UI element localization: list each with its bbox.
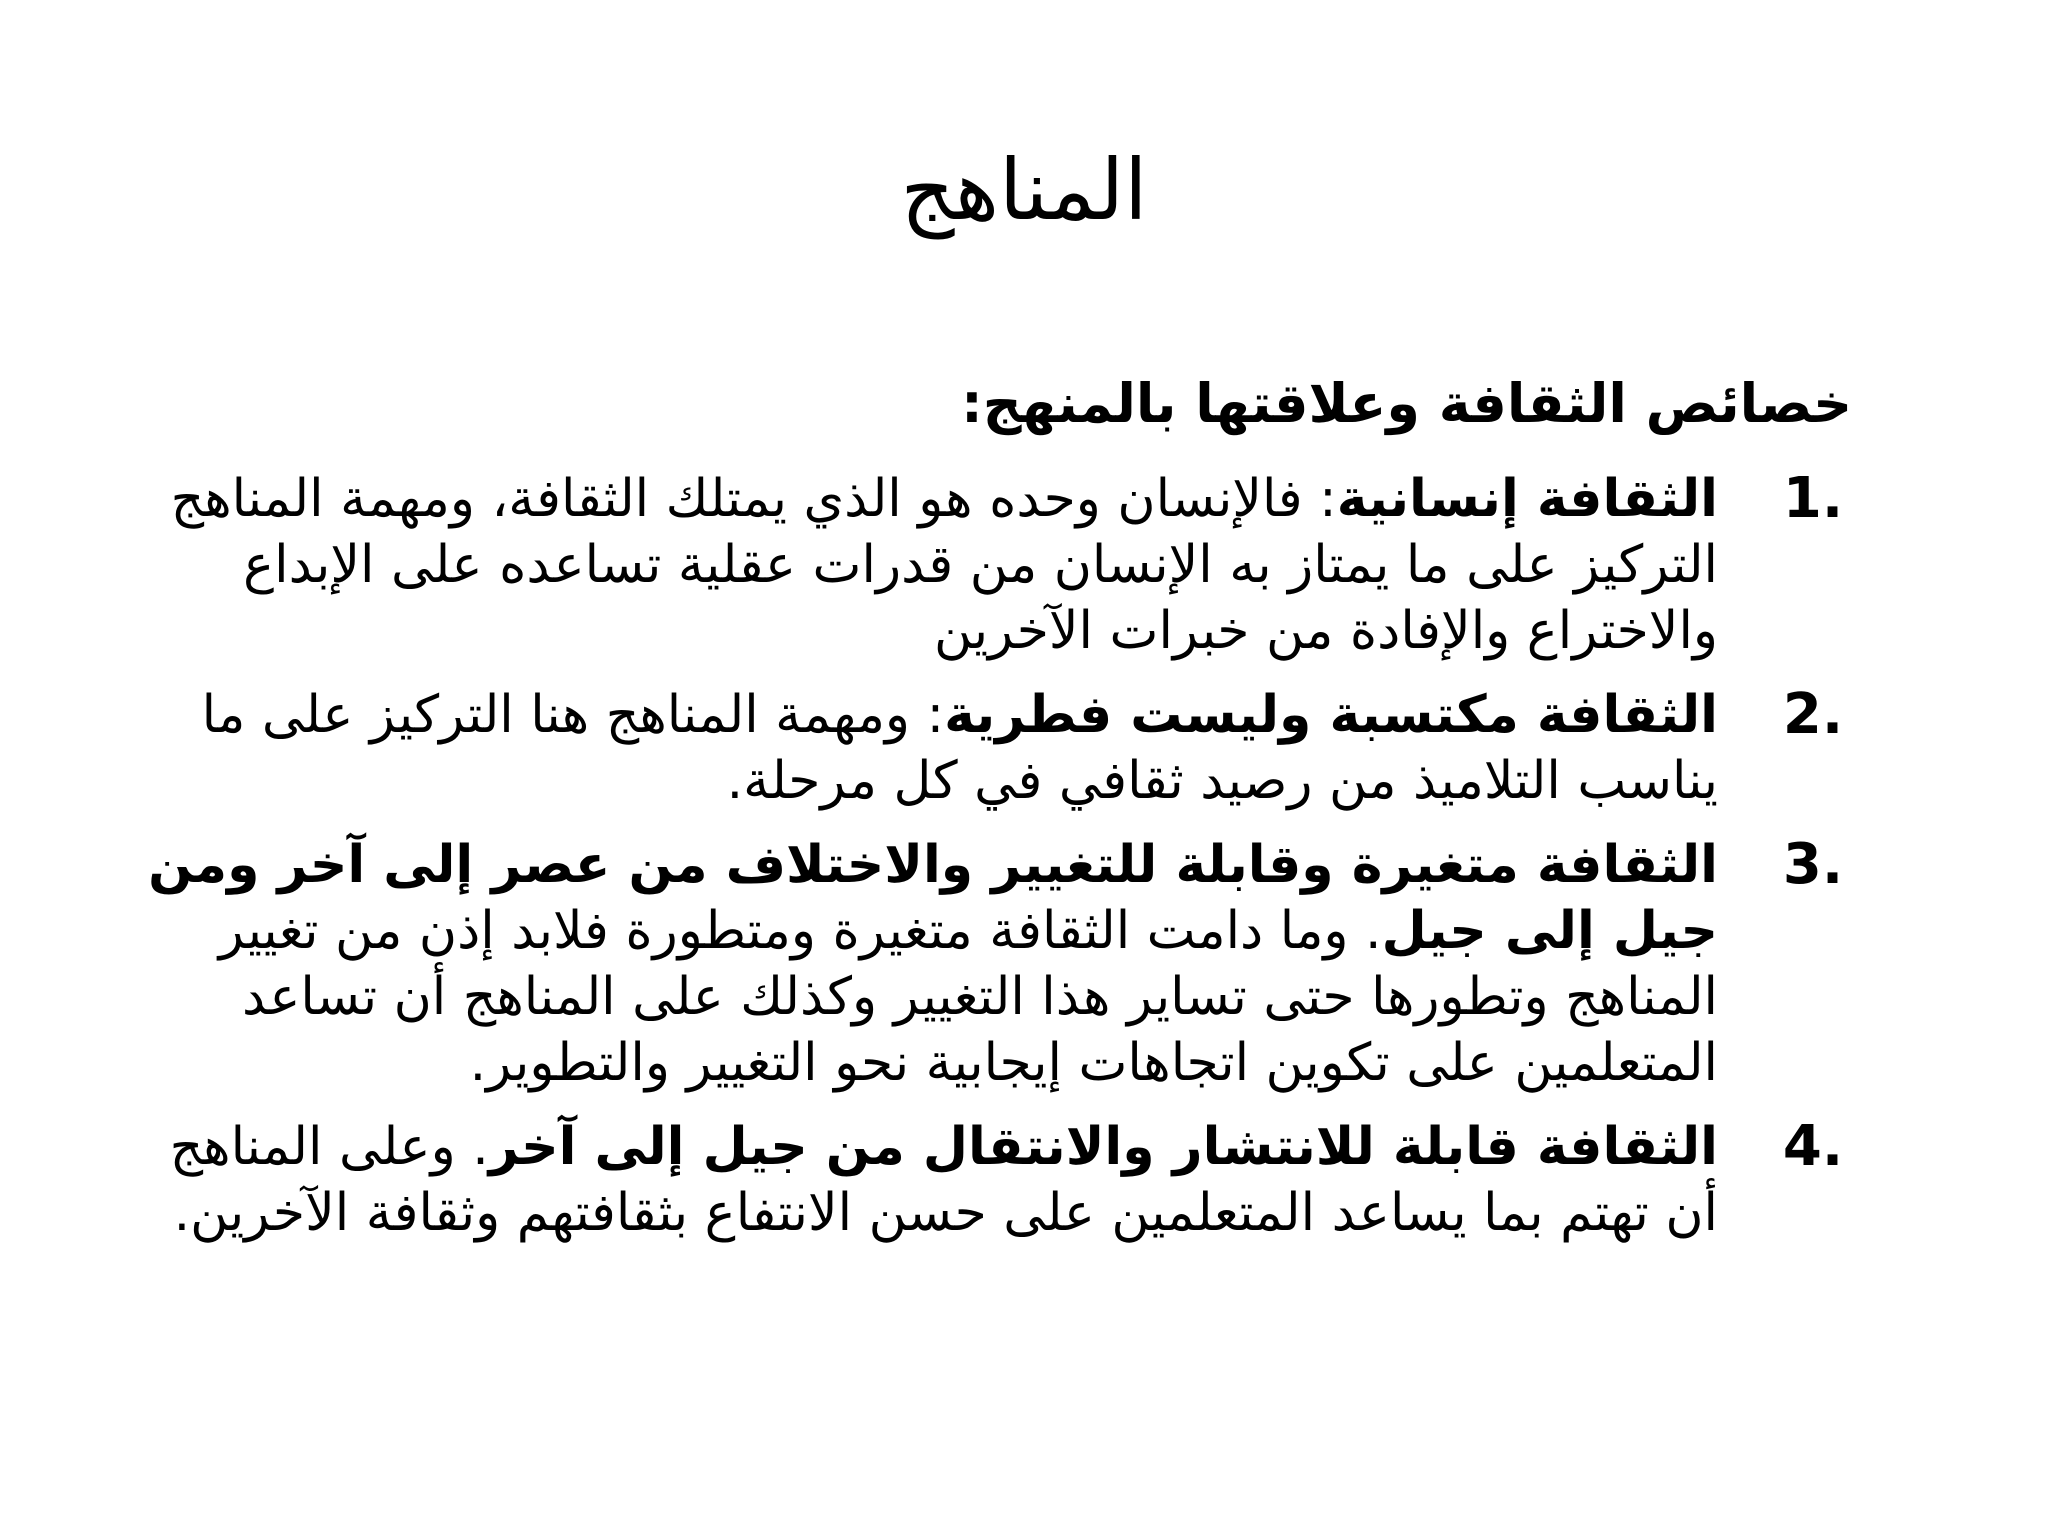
list-item [130, 466, 1908, 664]
list-item-body-text: . وعلى المناهج أن تهتم بما يساعد المتعلمين على حسن الانتفاع بثقافتهم وثقافة الآخرين. [169, 1117, 1718, 1243]
list-item-text [130, 1114, 1718, 1246]
list-item-text [130, 466, 1718, 664]
list-item-body-text: . وما دامت الثقافة متغيرة ومتطورة فلابد إذن من تغيير المناهج وتطورها حتى تساير هذا التغيير وكذلك على المناهج أن تساعد المتعلمين على تكوين اتجاهات إيجابية نحو التغيير والتطوير. [218, 901, 1718, 1093]
section-heading: خصائص الثقافة وعلاقتها بالمنهج: [961, 372, 1852, 435]
list-item [130, 1114, 1908, 1246]
list-item-bold-text: الثقافة متغيرة وقابلة للتغيير والاختلاف من عصر إلى آخر ومن جيل إلى جيل [148, 835, 1718, 961]
list-item-body-text: : فالإنسان وحده هو الذي يمتلك الثقافة، ومهمة المناهج التركيز على ما يمتاز به الإنسان من قدرات عقلية تساعده على الإبداع والاختراع والإفادة من خبرات الآخرين [170, 469, 1718, 661]
list-item [130, 832, 1908, 1096]
characteristics-list [130, 466, 1908, 1264]
list-item-body-text: : ومهمة المناهج هنا التركيز على ما يناسب التلاميذ من رصيد ثقافي في كل مرحلة. [201, 685, 1718, 811]
list-item [130, 682, 1908, 814]
list-item-number: 4. [1782, 1114, 1844, 1179]
list-item-bold-text: الثقافة قابلة للانتشار والانتقال من جيل إلى آخر [488, 1117, 1718, 1177]
list-item-number: 2. [1782, 682, 1844, 747]
list-item-text [130, 682, 1718, 814]
list-item-bold-text: الثقافة إنسانية [1336, 469, 1718, 529]
list-item-bold-text: الثقافة مكتسبة وليست فطرية [944, 685, 1718, 745]
list-item-text [130, 832, 1718, 1096]
list-item-number: 3. [1782, 832, 1844, 897]
list-item-number: 1. [1782, 466, 1844, 531]
slide-title: المناهج [900, 141, 1148, 239]
